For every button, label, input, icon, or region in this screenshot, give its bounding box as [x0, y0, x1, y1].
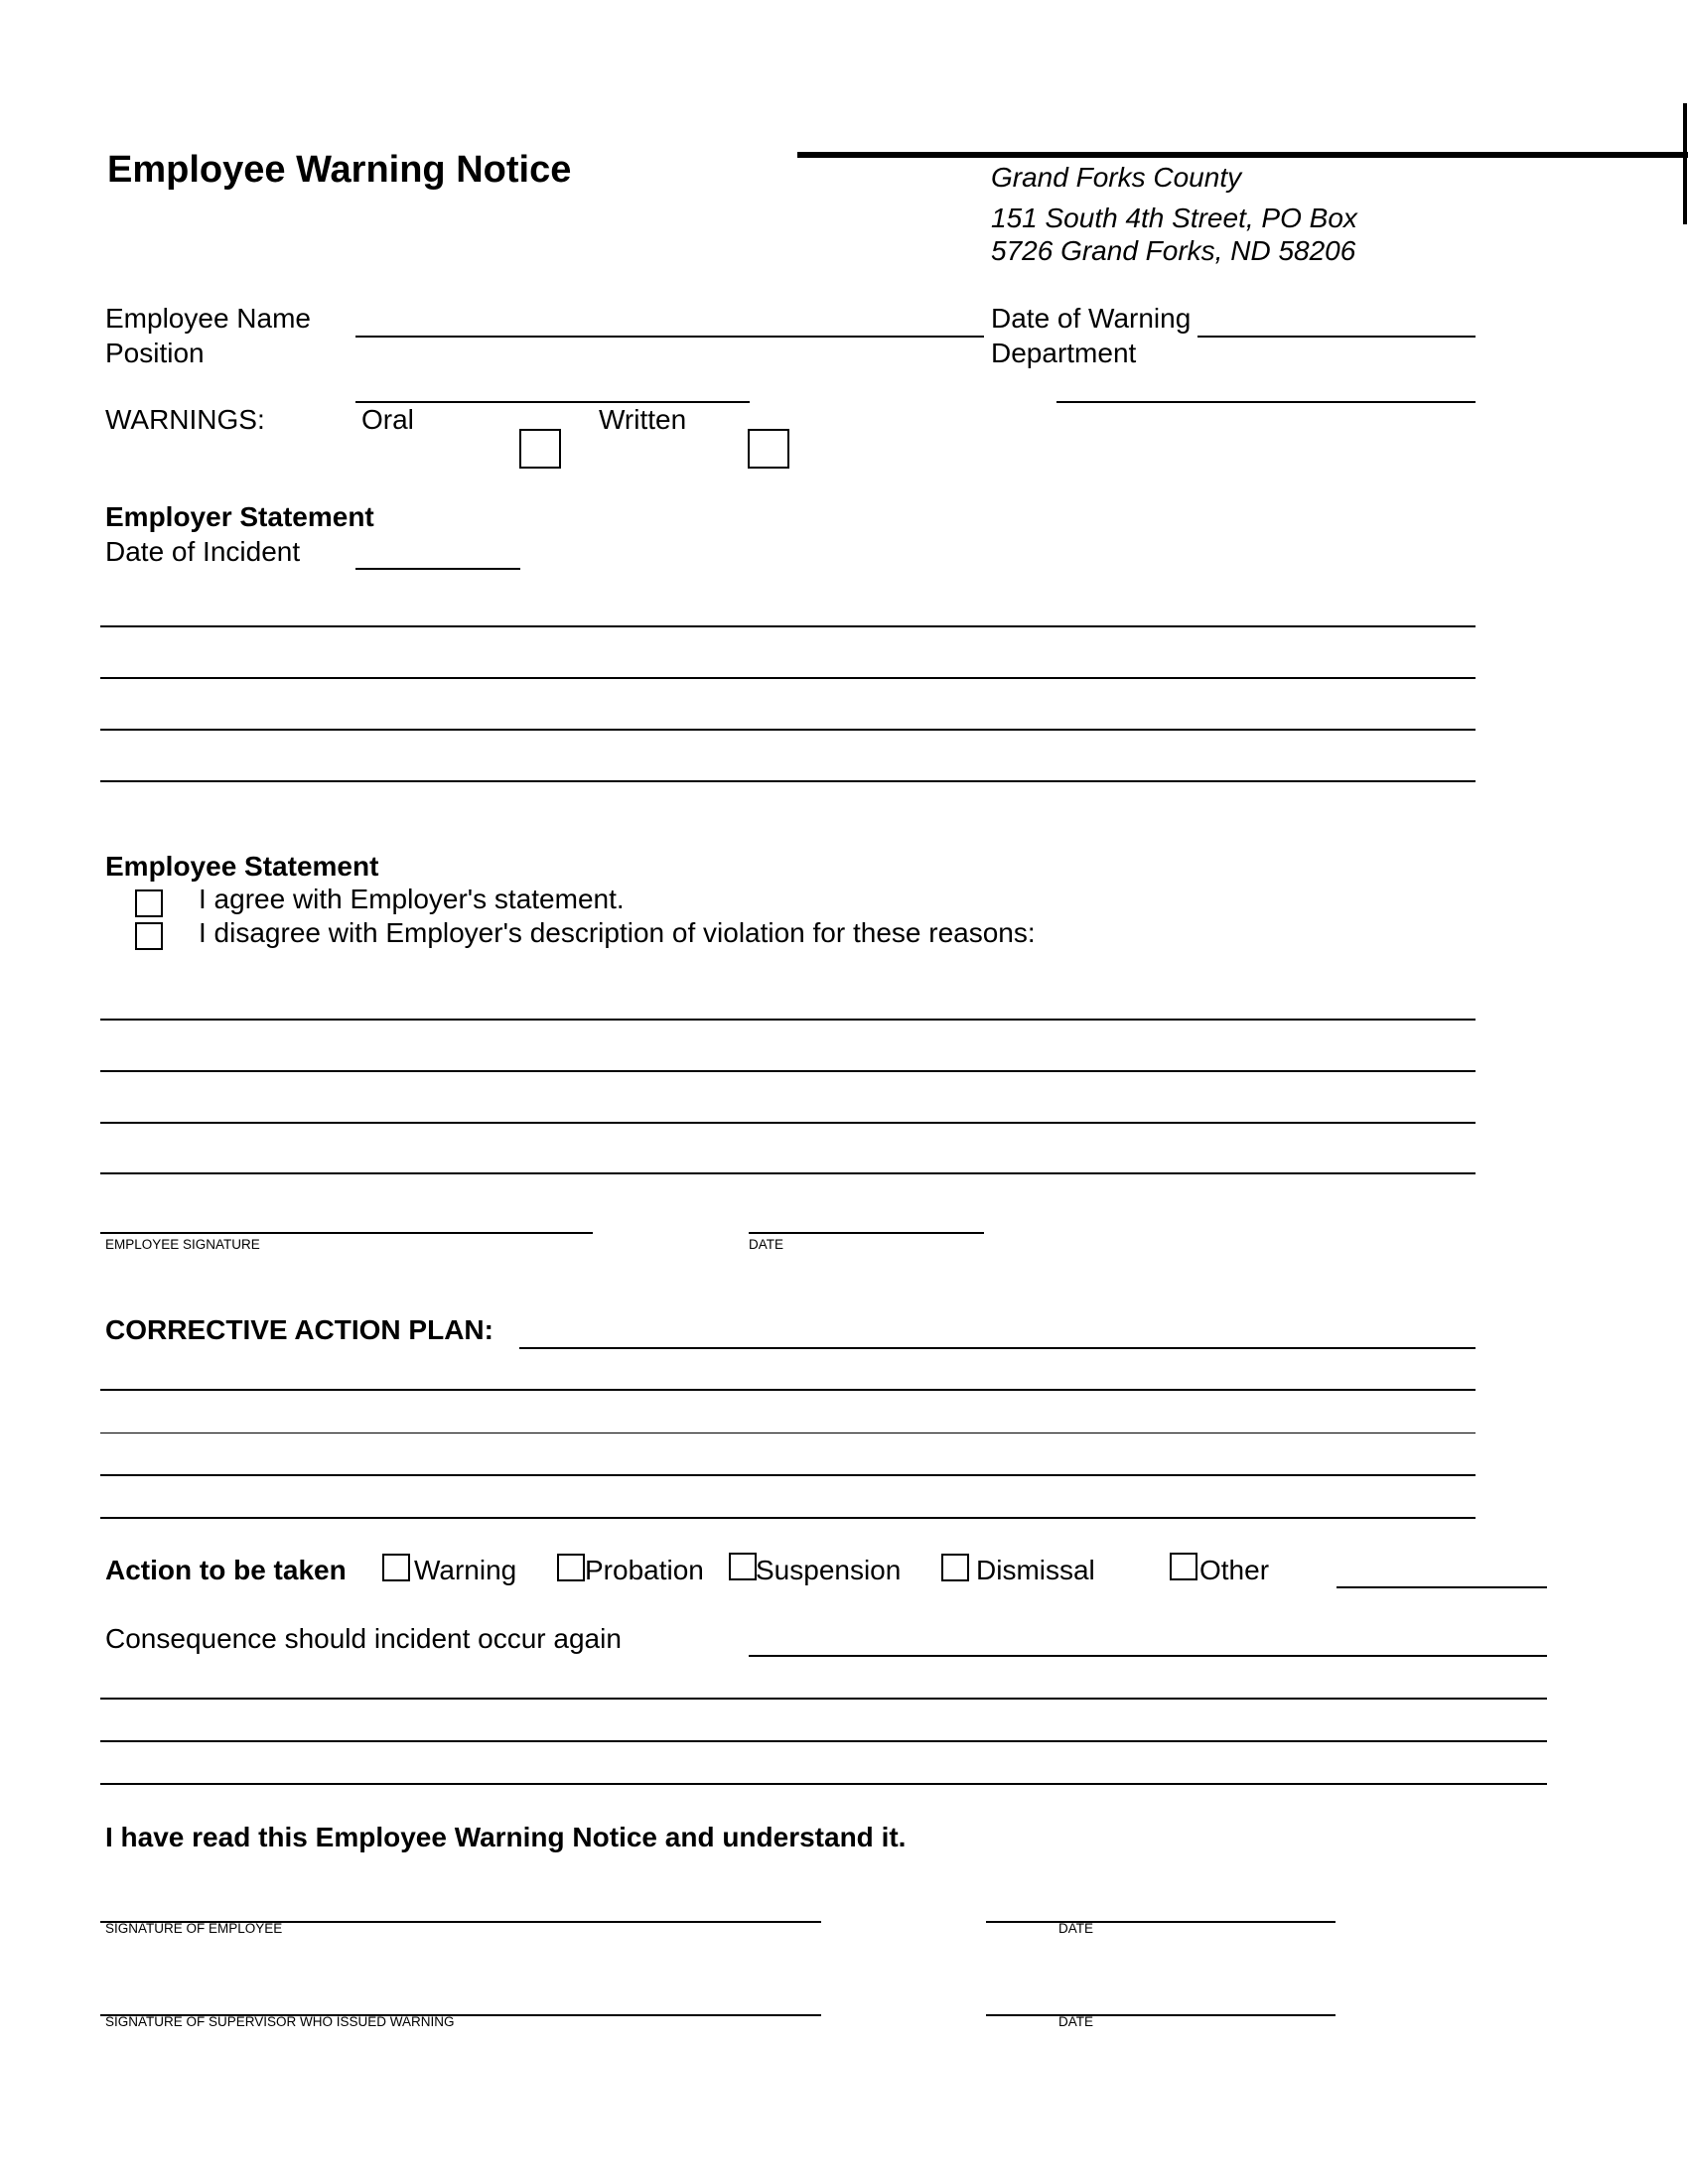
supervisor-date-line: [986, 2014, 1336, 2016]
consequence-field[interactable]: [753, 1625, 1543, 1653]
employee-signature-line: [100, 1232, 593, 1234]
date-of-warning-label: Date of Warning: [991, 303, 1192, 334]
header-rule: [797, 152, 1688, 158]
probation-option-label: Probation: [585, 1555, 704, 1585]
employer-statement-line: [100, 677, 1476, 679]
agree-label: I agree with Employer's statement.: [199, 884, 625, 914]
probation-checkbox[interactable]: [557, 1554, 585, 1581]
corrective-action-field[interactable]: [524, 1317, 1473, 1345]
employee-final-date-label: DATE: [1058, 1921, 1094, 1936]
employee-name-line: [355, 336, 984, 338]
employee-signature-label: EMPLOYEE SIGNATURE: [105, 1237, 260, 1252]
employee-final-signature-label: SIGNATURE OF EMPLOYEE: [105, 1921, 283, 1936]
agree-checkbox[interactable]: [135, 889, 163, 917]
supervisor-signature-label: SIGNATURE OF SUPERVISOR WHO ISSUED WARNING: [105, 2014, 455, 2029]
department-line: [1056, 401, 1476, 403]
dismissal-option-label: Dismissal: [976, 1555, 1095, 1585]
employee-signature-date-label: DATE: [749, 1237, 784, 1252]
corrective-action-line: [100, 1389, 1476, 1391]
corrective-action-line: [519, 1347, 1476, 1349]
consequence-line: [100, 1783, 1547, 1785]
employee-statement-heading: Employee Statement: [105, 851, 379, 882]
action-label: Action to be taken: [105, 1555, 347, 1585]
warning-checkbox[interactable]: [382, 1554, 410, 1581]
warning-option-label: Warning: [414, 1555, 517, 1585]
position-line: [355, 401, 750, 403]
employer-statement-heading: Employer Statement: [105, 501, 374, 532]
employee-name-field[interactable]: [359, 306, 980, 334]
employee-signature-date-line: [749, 1232, 984, 1234]
corrective-action-line: [100, 1474, 1476, 1476]
other-option-label: Other: [1199, 1555, 1270, 1585]
corrective-action-line: [100, 1517, 1476, 1519]
other-field[interactable]: [1340, 1557, 1543, 1584]
consequence-line: [749, 1655, 1547, 1657]
department-label: Department: [991, 338, 1137, 368]
employee-statement-line: [100, 1070, 1476, 1072]
written-label: Written: [599, 404, 687, 435]
other-checkbox[interactable]: [1170, 1553, 1197, 1580]
disagree-checkbox[interactable]: [135, 922, 163, 950]
org-address-line1: 151 South 4th Street, PO Box: [991, 203, 1357, 233]
date-of-incident-line: [355, 568, 520, 570]
employee-statement-line: [100, 1019, 1476, 1021]
oral-checkbox[interactable]: [519, 429, 561, 469]
position-label: Position: [105, 338, 205, 368]
employee-statement-line: [100, 1122, 1476, 1124]
disagree-label: I disagree with Employer's description of violation for these reasons:: [199, 917, 1036, 948]
consequence-line: [100, 1740, 1547, 1742]
header-edge-bar: [1683, 103, 1687, 224]
employee-name-label: Employee Name: [105, 303, 311, 334]
org-name: Grand Forks County: [991, 162, 1242, 193]
date-of-warning-field[interactable]: [1201, 306, 1472, 334]
acknowledgement-statement: I have read this Employee Warning Notice and understand it.: [105, 1822, 907, 1852]
supervisor-date-label: DATE: [1058, 2014, 1094, 2029]
page-title: Employee Warning Notice: [107, 149, 572, 191]
employer-statement-line: [100, 780, 1476, 782]
employee-final-date-line: [986, 1921, 1336, 1923]
suspension-option-label: Suspension: [756, 1555, 902, 1585]
consequence-line: [100, 1698, 1547, 1700]
written-checkbox[interactable]: [748, 429, 789, 469]
consequence-label: Consequence should incident occur again: [105, 1623, 622, 1654]
date-of-warning-line: [1197, 336, 1476, 338]
date-of-incident-label: Date of Incident: [105, 536, 301, 567]
employee-statement-line: [100, 1172, 1476, 1174]
dismissal-checkbox[interactable]: [941, 1554, 969, 1581]
date-of-incident-field[interactable]: [359, 538, 516, 566]
department-field[interactable]: [1060, 371, 1472, 399]
employer-statement-line: [100, 729, 1476, 731]
suspension-checkbox[interactable]: [729, 1553, 757, 1580]
warnings-label: WARNINGS:: [105, 404, 265, 435]
org-address-line2: 5726 Grand Forks, ND 58206: [991, 235, 1356, 266]
employer-statement-line: [100, 625, 1476, 627]
position-field[interactable]: [359, 371, 747, 399]
other-line: [1336, 1586, 1547, 1588]
oral-label: Oral: [361, 404, 414, 435]
corrective-action-heading: CORRECTIVE ACTION PLAN:: [105, 1314, 493, 1345]
